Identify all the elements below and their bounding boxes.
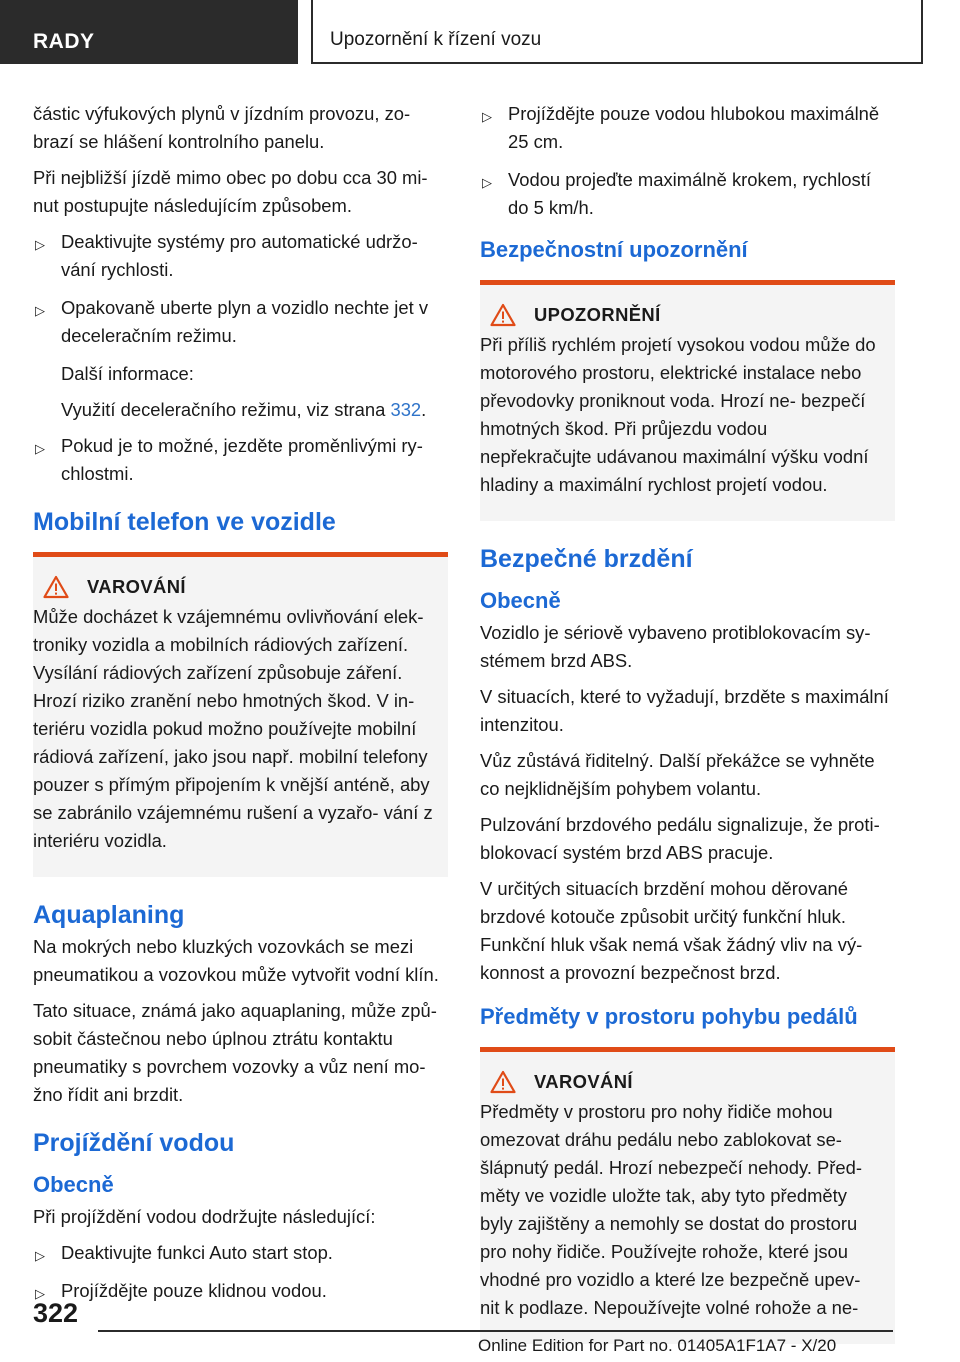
page-link[interactable]: 332 bbox=[390, 399, 422, 420]
chapter-title: Upozornění k řízení vozu bbox=[330, 29, 542, 50]
left-column bbox=[33, 100, 448, 1315]
bullet-list bbox=[480, 100, 895, 222]
paragraph: Vůz zůstává řiditelný. Další překážce se vyhněte co nejklidnějším pohybem volantu. bbox=[480, 750, 875, 799]
paragraph: V situacích, které to vyžadují, brzděte s maximální intenzitou. bbox=[480, 686, 889, 735]
paragraph: Při projíždění vodou dodržujte následující: bbox=[33, 1206, 376, 1227]
warning-title: VAROVÁNÍ bbox=[87, 576, 186, 597]
warning-box bbox=[33, 552, 448, 877]
paragraph: Při nejbližší jízdě mimo obec po dobu cca 30 mi- nut postupujte následujícím způsobem. bbox=[33, 167, 428, 216]
edition-label: Online Edition for Part no. 01405A1F1A7 - X/20 bbox=[478, 1336, 837, 1355]
list-item: ▷ Opakovaně uberte plyn a vozidlo nechte jet v deceleračním režimu. bbox=[35, 297, 429, 346]
bullet-list bbox=[33, 228, 448, 350]
list-item: ▷ Deaktivujte systémy pro automatické udržo- vání rychlosti. bbox=[35, 231, 418, 280]
section-heading-braking: Bezpečné brzdění bbox=[480, 545, 693, 573]
warning-triangle-icon bbox=[43, 575, 69, 599]
warning-title: VAROVÁNÍ bbox=[534, 1071, 633, 1092]
caution-title: UPOZORNĚNÍ bbox=[534, 304, 661, 325]
section-title: RADY bbox=[33, 30, 95, 53]
list-item: ▷ Projíždějte pouze vodou hlubokou maximálně 25 cm. bbox=[482, 103, 880, 152]
paragraph: částic výfukových plynů v jízdním provozu, zo- brazí se hlášení kontrolního panelu. bbox=[33, 103, 411, 152]
bullet-list bbox=[33, 432, 448, 488]
triangle-bullet-icon: ▷ bbox=[35, 237, 45, 252]
section-heading-safety: Bezpečnostní upozornění bbox=[480, 237, 748, 262]
footer-divider bbox=[98, 1330, 893, 1332]
list-item: ▷ Pokud je to možné, jezděte proměnlivými ry- chlostmi. bbox=[35, 435, 423, 484]
triangle-bullet-icon: ▷ bbox=[482, 175, 492, 190]
paragraph: V určitých situacích brzdění mohou děrované brzdové kotouče způsobit určitý funkční hluk. Funkční hluk však nemá však žádný vliv na vý- konnost a provozní bezpečnost brzd. bbox=[480, 878, 863, 983]
paragraph: Na mokrých nebo kluzkých vozovkách se mezi pneumatikou a vozovkou může vytvořit vodní klín. bbox=[33, 936, 439, 985]
paragraph: Tato situace, známá jako aquaplaning, může způ- sobit částečnou nebo úplnou ztrátu kontaktu pneumatiky s povrchem vozovky a vůz není mo- žno řídit ani brzdit. bbox=[33, 1000, 437, 1105]
warning-text: Může docházet k vzájemnému ovlivňování elek- troniky vozidla a mobilních rádiových zařízení. Vysílání rádiových zařízení způsobuje záření. Hrozí riziko zranění nebo hmotných škod. V in- teriéru vozidla pokud možno používejte mobilní rádiová zařízení, jako jsou např. mobilní telefony pouzer s přímým připojením k vnější anténě, aby se zabránilo vzájemnému rušení a vyzařo- vání z interiéru vozidla. bbox=[33, 606, 433, 851]
list-item: ▷ Vodou projeďte maximálně krokem, rychlostí do 5 km/h. bbox=[482, 169, 871, 218]
triangle-bullet-icon: ▷ bbox=[35, 1248, 45, 1263]
triangle-bullet-icon: ▷ bbox=[35, 441, 45, 456]
paragraph: Pulzování brzdového pedálu signalizuje, že proti- blokovací systém brzd ABS pracuje. bbox=[480, 814, 880, 863]
triangle-bullet-icon: ▷ bbox=[35, 303, 45, 318]
cross-reference: Využití deceleračního režimu, viz strana 332. bbox=[61, 399, 427, 420]
triangle-bullet-icon: ▷ bbox=[482, 109, 492, 124]
page-number: 322 bbox=[33, 1298, 79, 1328]
bullet-list bbox=[33, 1239, 448, 1305]
more-info-label: Další informace: bbox=[61, 363, 194, 384]
subheading-general: Obecně bbox=[480, 588, 561, 613]
section-heading-mobile: Mobilní telefon ve vozidle bbox=[33, 508, 336, 536]
section-heading-water: Projíždění vodou bbox=[33, 1129, 235, 1157]
warning-text: Předměty v prostoru pro nohy řidiče mohou omezovat dráhu pedálu nebo zablokovat se- šlápnutý pedál. Hrozí nebezpečí nehody. Před- měty ve vozidle uložte tak, aby tyto předměty byly zajištěny a nemohly se dostat do prostoru pro nohy řidiče. Používejte rohože, které jsou vhodné pro vozidlo a které lze bezpečně upev- nit k podlaze. Nepoužívejte volné rohože a ne- bbox=[480, 1101, 863, 1318]
list-item: ▷ Projíždějte pouze klidnou vodou. bbox=[33, 1277, 448, 1305]
subheading-general: Obecně bbox=[33, 1172, 114, 1197]
warning-box bbox=[480, 1047, 895, 1344]
list-item: ▷ Deaktivujte funkci Auto start stop. bbox=[33, 1239, 448, 1267]
right-column bbox=[480, 100, 895, 1362]
section-tab bbox=[0, 0, 298, 64]
chapter-tab bbox=[311, 0, 923, 64]
warning-triangle-icon bbox=[490, 303, 516, 327]
caution-text: Při příliš rychlém projetí vysokou vodou může do motorového prostoru, elektrické instalace nebo převodovky proniknout voda. Hrozí ne- bezpečí hmotných škod. Při průjezdu vodou nepřekračujte udávanou maximální výšku vodní hladiny a maximální rychlost projetí vodou. bbox=[480, 334, 876, 495]
triangle-bullet-icon: ▷ bbox=[35, 1286, 45, 1301]
section-heading-aquaplaning: Aquaplaning bbox=[33, 901, 185, 929]
warning-triangle-icon bbox=[490, 1070, 516, 1094]
section-heading-pedal-objects: Předměty v prostoru pohybu pedálů bbox=[480, 1004, 858, 1029]
paragraph: Vozidlo je sériově vybaveno protiblokovacím sy- stémem brzd ABS. bbox=[480, 622, 871, 671]
page-header bbox=[0, 0, 960, 64]
caution-box bbox=[480, 280, 895, 521]
